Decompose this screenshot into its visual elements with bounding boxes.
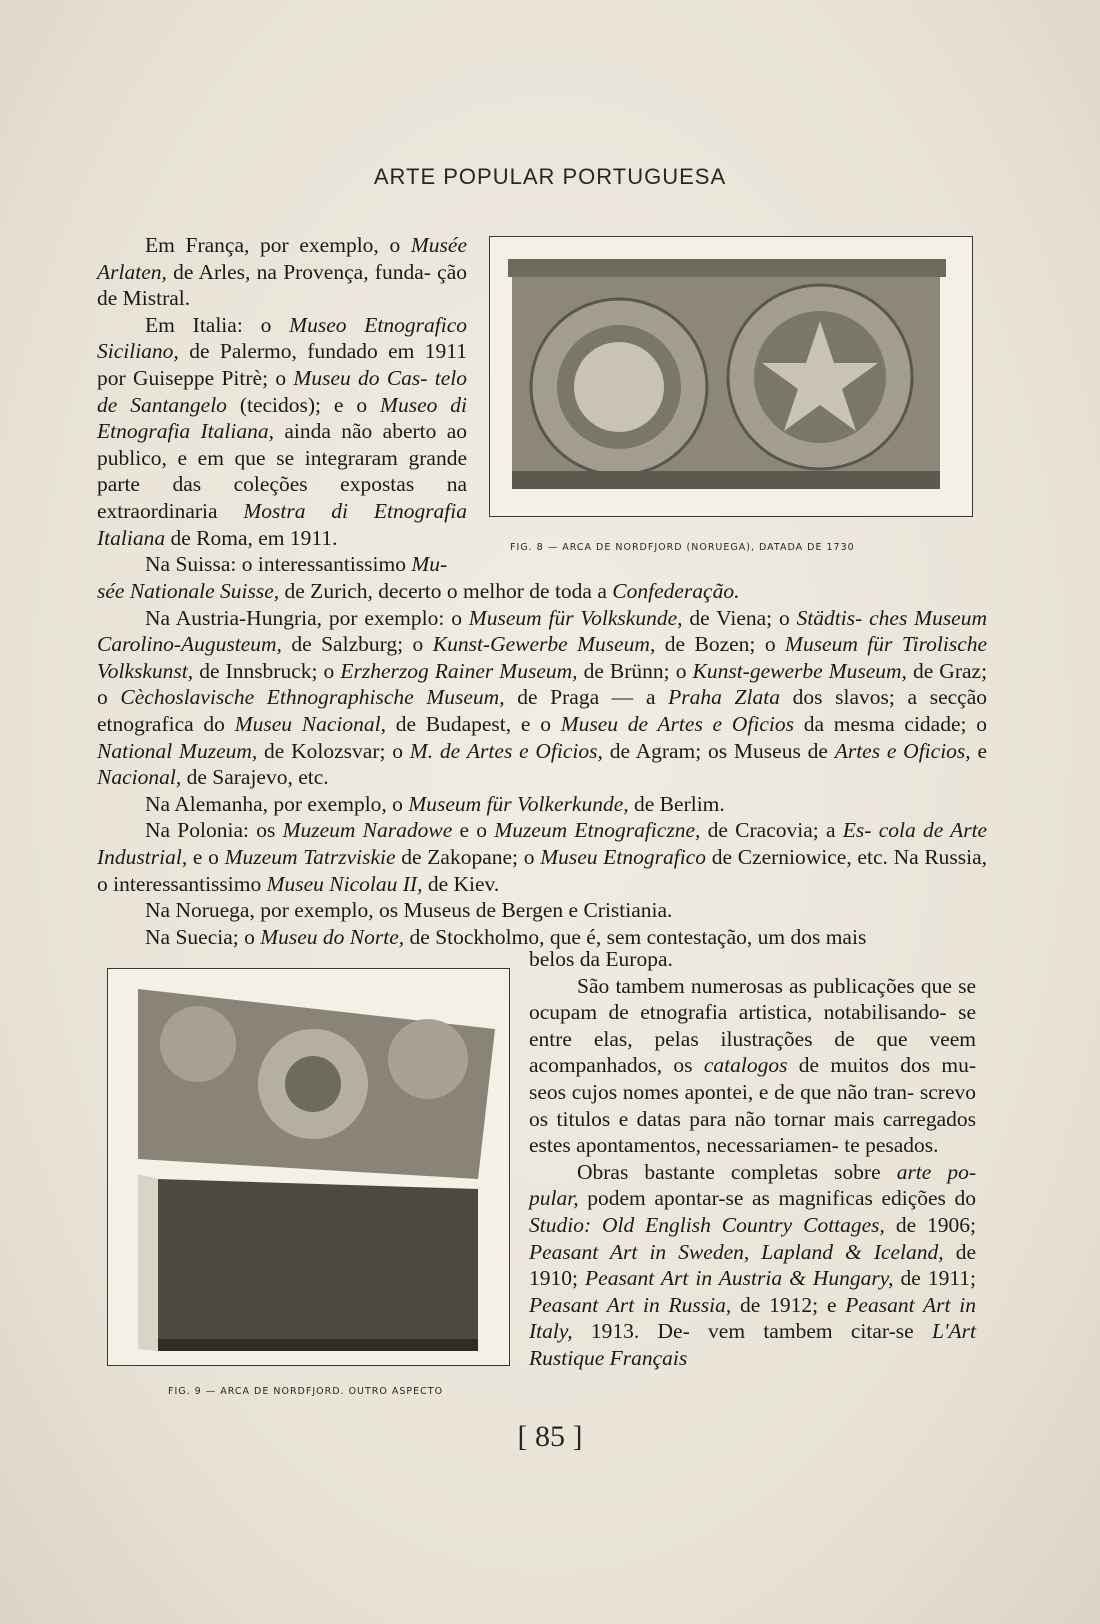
museum-name: Muzeum Tatrzviskie	[224, 844, 396, 869]
text: te pesados.	[844, 1133, 939, 1158]
figure-8-frame	[489, 236, 973, 517]
museum-name: ches Museum Carolino-Augusteum,	[97, 605, 988, 657]
text: vem tambem citar-se	[708, 1319, 914, 1344]
museum-name: Muzeum Etnograficzne,	[494, 818, 701, 843]
text: carregados estes apontamentos, necessariamen-	[529, 1106, 977, 1158]
book-title: Peasant Art in Russia,	[529, 1292, 732, 1317]
figure-9-frame	[107, 968, 510, 1366]
text: de 1912; e	[740, 1292, 837, 1317]
text: grande parte das coleções expostas na	[97, 445, 467, 497]
text: de Palermo, fundado em 1911	[189, 339, 467, 364]
museum-name: National Muzeum,	[97, 738, 258, 763]
museum-name: Muzeum Naradowe	[282, 818, 453, 843]
text: se entre elas, pelas ilustrações de que veem	[529, 1000, 976, 1051]
text: de Zurich, decerto o melhor de toda a	[284, 579, 607, 603]
text: — a	[611, 685, 656, 710]
paragraph-right-column	[529, 946, 976, 1372]
place-name: Praha Zlata	[668, 685, 780, 710]
text: de Salzburg; o	[291, 632, 424, 657]
text: por Guiseppe Pitrè; o	[97, 365, 287, 390]
carved-chest-angle-photo	[138, 989, 495, 1351]
museum-name: Museu de Artes e Oficios	[560, 711, 794, 736]
text: de Kiev.	[427, 871, 500, 896]
text: de Praga	[517, 685, 600, 710]
text: e o	[192, 844, 219, 869]
school-name: Es-	[842, 818, 872, 843]
museum-name: telo de Santangelo	[97, 365, 468, 417]
text: (tecidos); e o	[239, 392, 368, 417]
text: de Kolozsvar; o	[264, 738, 403, 763]
book-title: Peasant Art in Austria	[585, 1266, 783, 1291]
text: de	[711, 844, 732, 869]
museum-name: Mu-	[411, 552, 448, 577]
text: o	[764, 632, 776, 657]
text: seos cujos nomes apontei, e de que não tran-	[529, 1079, 915, 1104]
text: Na Suecia; o	[145, 924, 255, 949]
text: screvo os titulos e datas para não tornar mais	[529, 1079, 976, 1131]
carved-chest-photo	[504, 259, 950, 491]
text: extraordinaria	[97, 498, 218, 523]
book-title: Peasant Art in Italy,	[529, 1292, 976, 1344]
emphasis: arte po-	[896, 1159, 977, 1184]
text: de Graz; o	[97, 658, 988, 710]
book-title: Studio: Old English Country Cottages,	[529, 1212, 885, 1237]
museum-name: Städtis-	[796, 605, 863, 630]
museum-name: Museum für Volkerkunde,	[408, 791, 629, 816]
text: Na Alemanha, por exemplo, o	[145, 791, 403, 816]
book-title: L'Art Rustique Français	[529, 1319, 977, 1370]
museum-name: Museum für Tirolische Volkskunst,	[97, 632, 988, 683]
museum-name: Museo Etnografico	[289, 312, 468, 337]
museum-name: Museu Etnografico	[540, 844, 706, 869]
text: de Brünn;	[583, 658, 670, 683]
museum-name: di Etnografia Italiana,	[97, 392, 468, 444]
text: de Zakopane; o	[401, 844, 535, 869]
text: Na Noruega, por exemplo, os Museus de Bergen e Cristiania.	[145, 898, 673, 923]
text: de Viena; o	[689, 605, 790, 630]
text: 1913. De-	[590, 1319, 690, 1344]
text: da mesma cidade; o	[803, 711, 987, 736]
text: de Cracovia; a	[707, 818, 836, 843]
text: de 1910;	[529, 1239, 977, 1291]
text: Obras bastante completas sobre	[577, 1159, 881, 1184]
museum-name: Siciliano,	[97, 339, 179, 364]
book-title: & Iceland,	[845, 1239, 944, 1264]
text: de Berlim.	[634, 791, 725, 816]
text: e	[977, 738, 987, 763]
text: Na Polonia: os	[145, 818, 276, 843]
text: de Agram; os Museus de	[609, 738, 828, 763]
text: belos da Europa.	[529, 947, 673, 971]
page-number: [ 85 ]	[517, 1420, 583, 1453]
text: de Innsbruck; o	[199, 658, 335, 683]
paragraph-switzerland-cont	[97, 578, 987, 950]
text: Em França, por exemplo, o	[145, 233, 401, 257]
museum-name: Museu do Cas-	[293, 365, 428, 390]
museum-name: M. de	[409, 738, 461, 763]
museum-name: Kunst-Gewerbe Museum,	[432, 632, 656, 657]
museum-name: Museo	[380, 392, 438, 417]
country-name: Confederação.	[612, 579, 740, 603]
text: podem apontar-se as magnificas edições	[587, 1186, 946, 1211]
text: Em Italia: o	[145, 312, 272, 337]
text: de 1911;	[900, 1266, 977, 1291]
museum-name: Erzherzog Rainer Museum,	[340, 658, 578, 683]
museum-name: sée Nationale Suisse,	[97, 579, 280, 603]
text: de muitos dos mu-	[798, 1053, 976, 1078]
running-header: ARTE POPULAR PORTUGUESA	[373, 164, 727, 189]
text: de Arles, na Provença, funda-	[173, 259, 431, 284]
museum-name: Museu do Norte,	[260, 924, 405, 949]
figure-8-caption: FIG. 8 — ARCA DE NORDFJORD (NORUEGA), DATADA DE 1730	[510, 542, 855, 553]
text: do	[954, 1186, 977, 1211]
emphasis: pular,	[529, 1186, 579, 1211]
text: de Stockholmo, que é, sem contestação, um dos mais	[409, 924, 867, 949]
paragraph-france	[97, 232, 467, 578]
text: São tambem numerosas as publicações que	[577, 973, 952, 998]
text: acompanhados, os	[529, 1053, 693, 1078]
exhibition-name: Mostra di Etnografia	[243, 498, 468, 523]
museum-name: Museum für Volkskunde,	[468, 605, 683, 630]
text: e o	[459, 818, 488, 843]
museum-name: Artes e Oficios,	[466, 738, 603, 763]
book-title: Peasant Art in Sweden, Lapland	[529, 1239, 833, 1264]
text: dos slavos; a secção etnografica do	[97, 685, 988, 736]
museum-name: Cèchoslavische Ethnographische Museum,	[120, 685, 505, 710]
text: de Roma, em 1911.	[170, 525, 338, 550]
museum-name: Nacional,	[97, 765, 182, 790]
text: Na Suissa: o interessantissimo	[145, 552, 406, 577]
museum-name: Kunst-gewerbe Museum,	[692, 658, 907, 683]
figure-9-caption: FIG. 9 — ARCA DE NORDFJORD. OUTRO ASPECTO	[168, 1386, 444, 1397]
text: o	[675, 658, 687, 683]
museum-name: Museu Nicolau II,	[266, 871, 423, 896]
book-title: & Hungary,	[789, 1266, 894, 1291]
school-name: cola de Arte Industrial,	[97, 818, 988, 869]
text: de Bozen;	[664, 632, 756, 657]
text: de Sarajevo, etc.	[186, 765, 329, 790]
museum-name: Artes e Oficios,	[834, 738, 971, 763]
emphasis: catalogos	[703, 1053, 788, 1078]
text: Na Austria-Hungria, por exemplo: o	[145, 605, 462, 630]
text: ao publico, e em que se integraram	[97, 419, 468, 470]
text: ainda não aberto	[284, 419, 437, 444]
text: de 1906;	[895, 1212, 976, 1237]
museum-name: Musée	[410, 233, 468, 257]
museum-name: Museu Nacional,	[234, 711, 386, 736]
text: ção de Mistral.	[97, 259, 468, 311]
text: Czerniowice, etc. Na Russia, o interessantissimo	[97, 844, 988, 896]
exhibition-name: Italiana	[97, 525, 166, 550]
text: de Budapest, e o	[395, 711, 551, 736]
text: se ocupam de etnografia artistica, notabilisando-	[529, 973, 976, 1025]
museum-name: Arlaten,	[97, 259, 167, 284]
